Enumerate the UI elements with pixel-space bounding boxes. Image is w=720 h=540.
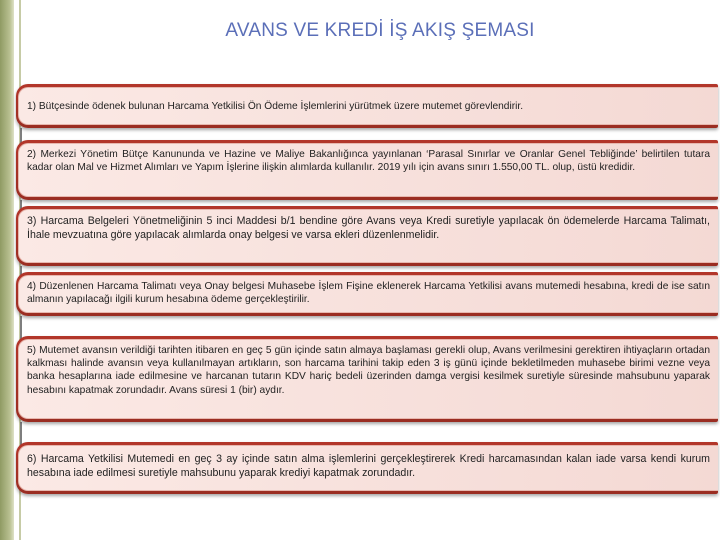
flow-step-text: 1) Bütçesinde ödenek bulunan Harcama Yetkilisi Ön Ödeme İşlemlerini yürütmek üzere mutemet görevlendirir. [18, 87, 718, 125]
flow-step-text: 5) Mutemet avansın verildiği tarihten itibaren en geç 5 gün içinde satın almaya başlaması gerekli olup, Avans verilmesini gerektiren ihtiyaçların ortadan kalkması halinde avansın veya kullanılmayan artıkların, son harcama tarihini takip eden 3 iş günü içinde bekletilmeden muhasebe birimi vezne veya banka hesaplarına iade edilmesine ve harcanan tutarın KDV hariç bedeli üzerinden damga vergisi kesilmek suretiyle süresinde mahsubunu yaparak hesabını kapatmak zorundadır. Avans süresi 1 (bir) aydır. [18, 339, 718, 419]
flow-step-text: 6) Harcama Yetkilisi Mutemedi en geç 3 ay içinde satın alma işlemlerini gerçekleştirerek Kredi harcamasından kalan iade varsa kendi kurum hesabına iade edilmesi suretiyle mahsubunu yaparak krediyi kapatmak zorundadır. [18, 445, 718, 491]
flow-steps [16, 84, 720, 540]
flow-step-5 [16, 336, 718, 422]
flow-step-4 [16, 272, 718, 316]
flow-step-3 [16, 206, 718, 266]
flow-step-1 [16, 84, 718, 128]
flow-step-6 [16, 442, 718, 494]
left-accent-bar [0, 0, 14, 540]
flow-step-2 [16, 140, 718, 200]
flow-step-text: 4) Düzenlenen Harcama Talimatı veya Onay belgesi Muhasebe İşlem Fişine eklenerek Harcama Yetkilisi avans mutemedi hesabına, kredi de ise satın almanın yapılacağı ilgili kurum hesabına ödeme gerçekleştirilir. [18, 275, 718, 313]
flow-step-text: 3) Harcama Belgeleri Yönetmeliğinin 5 inci Maddesi b/1 bendine göre Avans veya Kredi suretiyle yapılacak ön ödemelerde Harcama Talimatı, İhale mevzuatına göre yapılacak alımlarda onay belgesi ve varsa ekleri düzenlenmelidir. [18, 209, 718, 263]
flow-step-text: 2) Merkezi Yönetim Bütçe Kanununda ve Hazine ve Maliye Bakanlığınca yayınlanan ‘Parasal Sınırlar ve Oranlar Genel Tebliğinde’ belirtilen tutara kadar olan Mal ve Hizmet Alımları ve Yapım İşlerine ilişkin alımlarda kullanılır. 2019 yılı için avans sınırı 1.550,00 TL. olup, üstü kredidir. [18, 143, 718, 197]
page-title: AVANS VE KREDİ İŞ AKIŞ ŞEMASI [225, 20, 535, 41]
